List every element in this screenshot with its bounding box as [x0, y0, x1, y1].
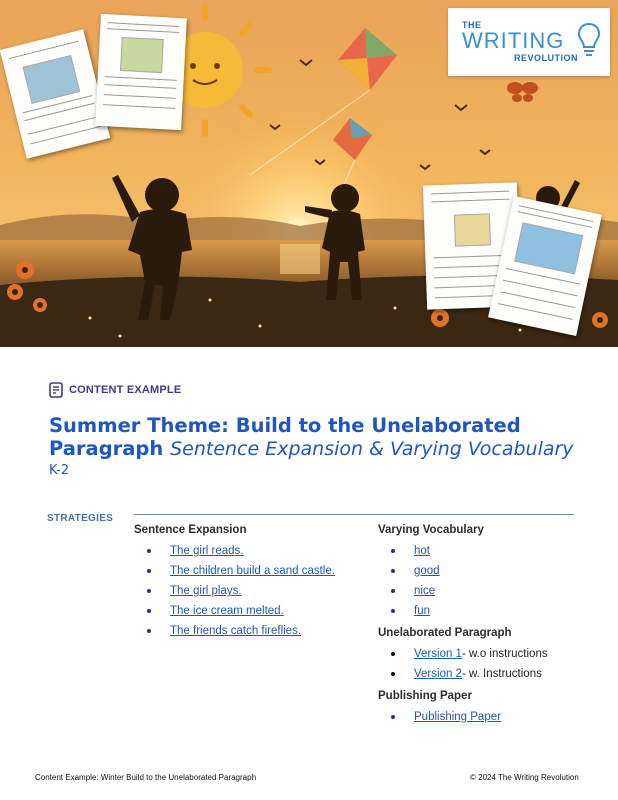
- list-item: [378, 603, 578, 623]
- bullet: [391, 589, 395, 593]
- title-subtitle: Sentence Expansion & Varying Vocabulary: [170, 438, 574, 460]
- bullet: [391, 715, 395, 719]
- divider: [134, 514, 574, 515]
- link-the-girl-plays[interactable]: The girl plays.: [170, 585, 242, 597]
- document-icon: [49, 382, 63, 398]
- link-the-girl-reads[interactable]: The girl reads.: [170, 545, 244, 557]
- link-version-2[interactable]: [414, 666, 542, 682]
- link-label: Version 2: [414, 668, 462, 680]
- list-item: [378, 563, 578, 583]
- list-item: [134, 583, 364, 603]
- bullet: [147, 589, 151, 593]
- link-version-1[interactable]: [414, 646, 548, 662]
- section-heading: Publishing Paper: [378, 690, 472, 702]
- worksheet-thumbnail: [95, 14, 187, 130]
- logo-revolution-text: REVOLUTION: [514, 53, 579, 63]
- link-good[interactable]: good: [414, 565, 440, 577]
- footer-left-text: Content Example: Winter Build to the Unelaborated Paragraph: [35, 773, 257, 782]
- bullet: [391, 609, 395, 613]
- logo-the-text: THE: [462, 20, 482, 30]
- publishing-paper-list: [378, 709, 578, 729]
- link-ice-cream-melted[interactable]: The ice cream melted.: [170, 605, 284, 617]
- link-catch-fireflies[interactable]: The friends catch fireflies.: [170, 625, 302, 637]
- badge-label: CONTENT EXAMPLE: [69, 384, 182, 396]
- bullet: [147, 549, 151, 553]
- right-strategies-column: [378, 523, 578, 732]
- link-suffix: - w. Instructions: [461, 668, 542, 680]
- bullet: [391, 569, 395, 573]
- list-item: [378, 709, 578, 729]
- list-item: [378, 666, 578, 686]
- list-item: [378, 583, 578, 603]
- bullet: [391, 672, 395, 676]
- footer-copyright: © 2024 The Writing Revolution: [470, 773, 579, 782]
- bullet: [147, 629, 151, 633]
- title-main: Summer Theme: Build to the Unelaborated Paragraph: [49, 414, 521, 460]
- link-label: Version 1: [414, 648, 462, 660]
- page-title: [49, 414, 589, 461]
- hero-image: [0, 0, 618, 347]
- unelaborated-paragraph-list: [378, 646, 578, 686]
- writing-revolution-logo: [448, 8, 610, 76]
- grade-level: K-2: [49, 463, 70, 478]
- section-heading: Sentence Expansion: [134, 524, 247, 536]
- list-item: [378, 543, 578, 563]
- varying-vocabulary-list: [378, 543, 578, 623]
- link-suffix: - w.o instructions: [461, 648, 548, 660]
- bullet: [391, 652, 395, 656]
- sentence-expansion-list: [134, 543, 364, 643]
- section-heading: Varying Vocabulary: [378, 524, 484, 536]
- list-item: [134, 623, 364, 643]
- link-sand-castle[interactable]: The children build a sand castle.: [170, 565, 335, 577]
- list-item: [134, 543, 364, 563]
- lightbulb-icon: [578, 22, 600, 58]
- link-nice[interactable]: nice: [414, 585, 436, 597]
- link-publishing-paper[interactable]: Publishing Paper: [414, 711, 501, 723]
- logo-writing-text: WRITING: [462, 28, 565, 53]
- content-example-badge: [49, 382, 181, 398]
- list-item: [134, 563, 364, 583]
- link-fun[interactable]: fun: [414, 605, 430, 617]
- list-item: [134, 603, 364, 623]
- link-hot[interactable]: hot: [414, 545, 430, 557]
- sentence-expansion-section: [134, 523, 364, 646]
- list-item: [378, 646, 578, 666]
- strategies-label: STRATEGIES: [47, 513, 114, 524]
- section-heading: Unelaborated Paragraph: [378, 627, 512, 639]
- bullet: [147, 569, 151, 573]
- bullet: [391, 549, 395, 553]
- bullet: [147, 609, 151, 613]
